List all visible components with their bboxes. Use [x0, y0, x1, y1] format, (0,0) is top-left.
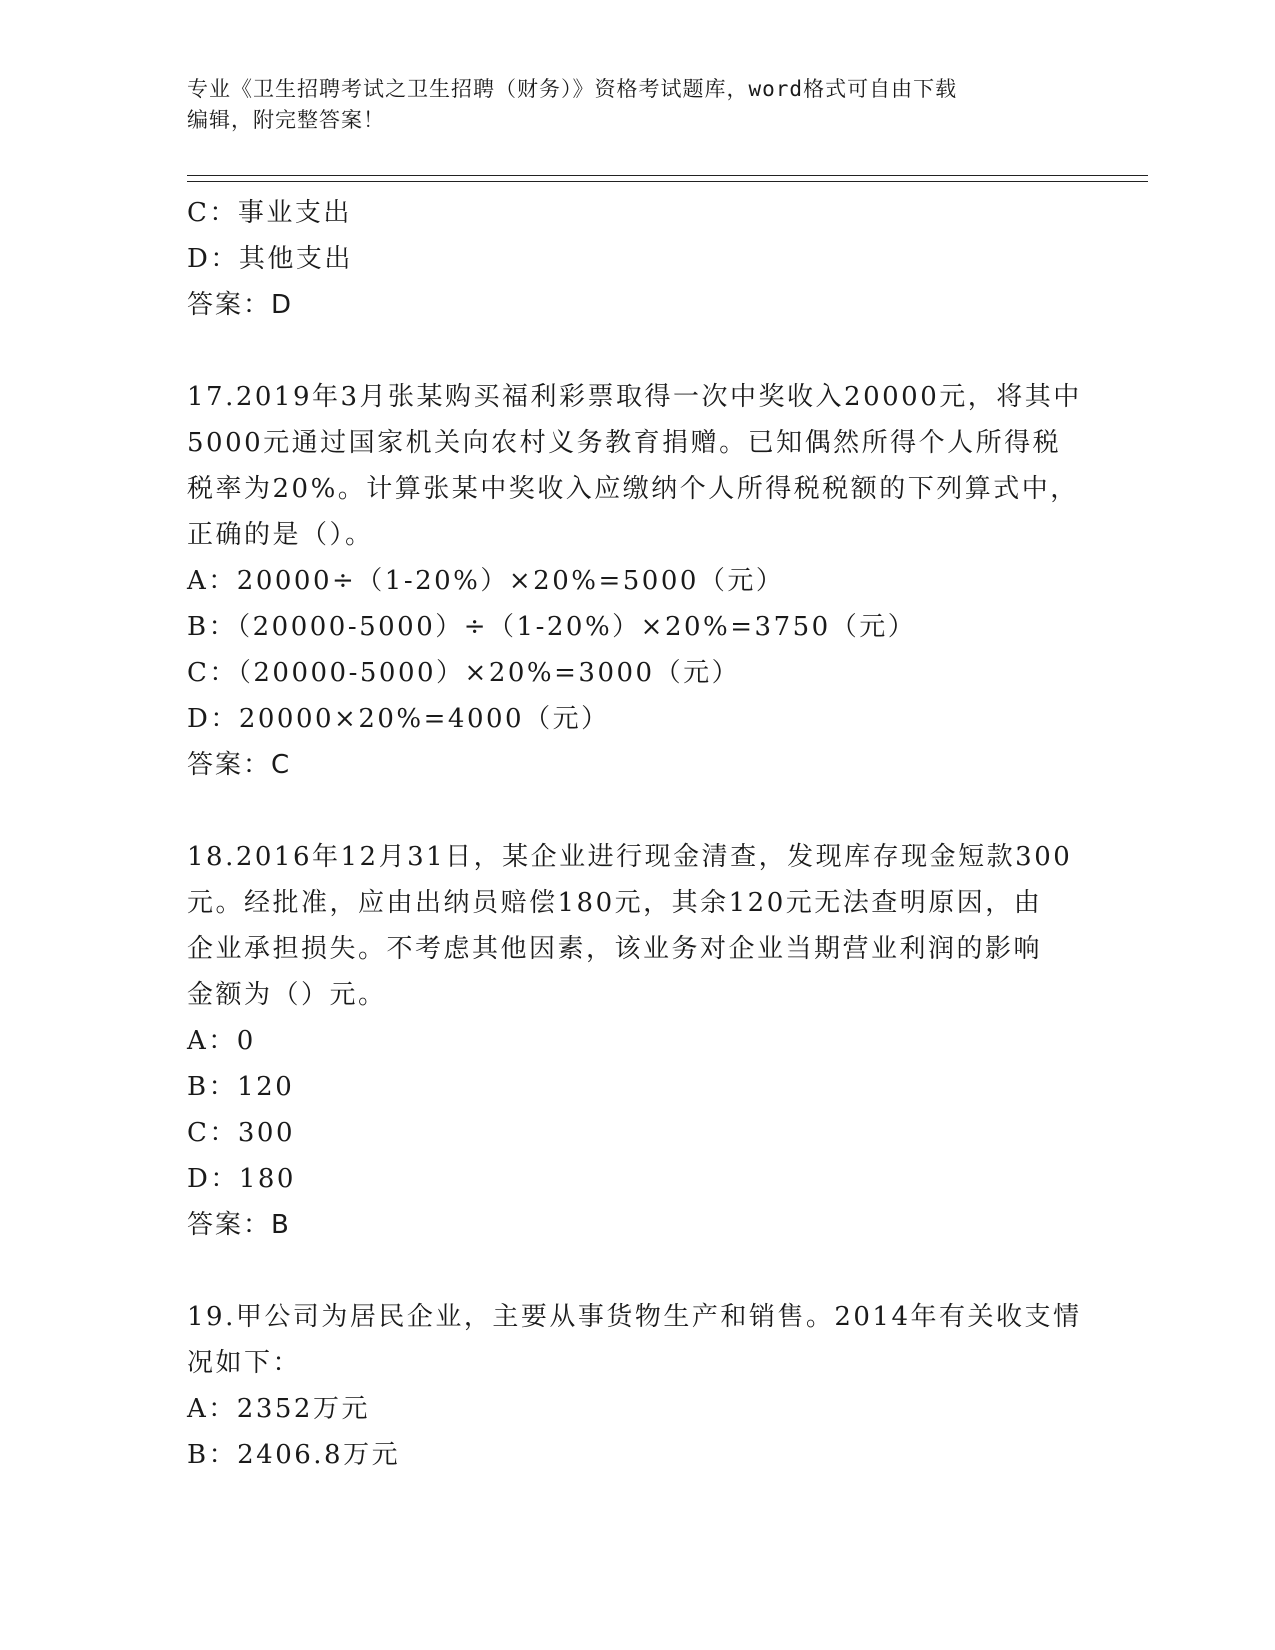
question-stem-line: 金额为（）元。	[187, 980, 387, 1010]
question-stem-line: 5000元通过国家机关向农村义务教育捐赠。已知偶然所得个人所得税	[187, 428, 1062, 458]
question-19	[187, 1294, 1087, 1478]
option-c: C：事业支出	[187, 198, 352, 228]
question-stem-line: 企业承担损失。不考虑其他因素，该业务对企业当期营业利润的影响	[187, 934, 1043, 964]
header-line-1: 专业《卫生招聘考试之卫生招聘（财务）》资格考试题库，word格式可自由下载	[187, 77, 958, 101]
previous-question	[187, 190, 1087, 328]
question-stem-line: 18.2016年12月31日，某企业进行现金清查，发现库存现金短款300	[187, 842, 1073, 872]
option-d: D：20000×20%=4000（元）	[187, 704, 610, 734]
option-b: B：2406.8万元	[187, 1440, 401, 1470]
question-content	[187, 190, 1087, 1478]
question-stem-line: 19.甲公司为居民企业，主要从事货物生产和销售。2014年有关收支情	[187, 1302, 1082, 1332]
option-c: C：300	[187, 1118, 296, 1148]
answer-line: 答案：D	[187, 290, 294, 320]
question-17	[187, 374, 1087, 788]
option-a: A：0	[187, 1026, 256, 1056]
question-spacer	[187, 1248, 1087, 1294]
option-c: C：（20000-5000）×20%=3000（元）	[187, 658, 741, 688]
option-a: A：2352万元	[187, 1394, 370, 1424]
option-d: D：其他支出	[187, 244, 353, 274]
document-header	[187, 74, 1087, 136]
answer-line: 答案：B	[187, 1210, 291, 1240]
question-stem-line: 元。经批准，应由出纳员赔偿180元，其余120元无法查明原因，由	[187, 888, 1043, 918]
question-18	[187, 834, 1087, 1248]
option-a: A：20000÷（1-20%）×20%=5000（元）	[187, 566, 785, 596]
answer-line: 答案：C	[187, 750, 292, 780]
option-b: B：120	[187, 1072, 295, 1102]
header-divider-top	[187, 175, 1148, 176]
question-spacer	[187, 788, 1087, 834]
option-b: B：（20000-5000）÷（1-20%）×20%=3750（元）	[187, 612, 917, 642]
question-spacer	[187, 328, 1087, 374]
question-stem-line: 况如下：	[187, 1348, 302, 1378]
header-divider-bottom	[187, 181, 1148, 182]
question-stem-line: 税率为20%。计算张某中奖收入应缴纳个人所得税税额的下列算式中，	[187, 474, 1079, 504]
header-line-2: 编辑，附完整答案！	[187, 108, 385, 132]
question-stem-line: 正确的是（）。	[187, 520, 374, 550]
question-stem-line: 17.2019年3月张某购买福利彩票取得一次中奖收入20000元，将其中	[187, 382, 1082, 412]
option-d: D：180	[187, 1164, 296, 1194]
